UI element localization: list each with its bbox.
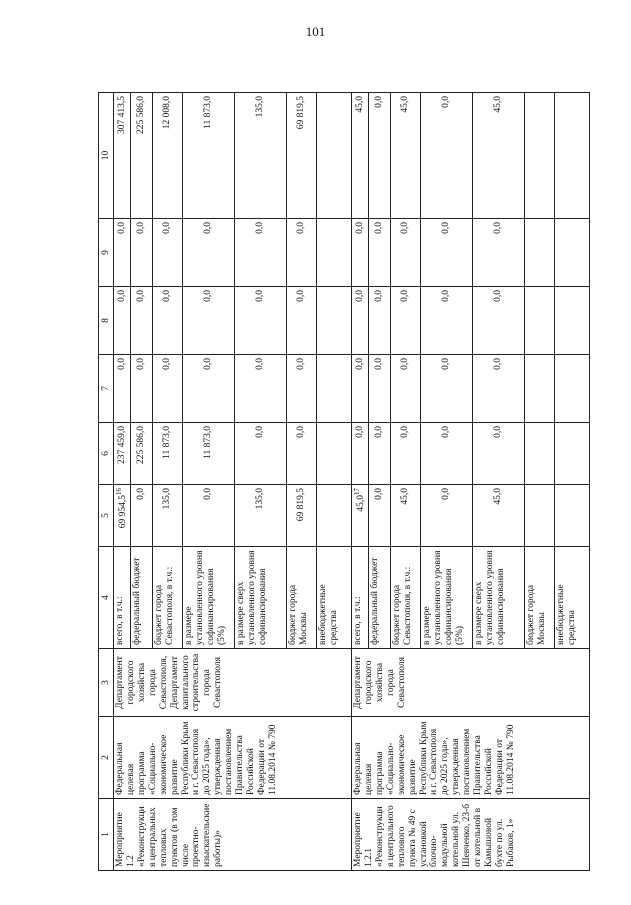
value-text: 0,0: [441, 488, 452, 500]
value-text: 0,0: [255, 426, 266, 438]
value-text: 0,0: [400, 426, 411, 438]
value-cell-c8: [352, 287, 369, 355]
value-cell-c8: [287, 287, 317, 355]
value-cell-c6: [473, 423, 525, 485]
value-cell-c8: [114, 287, 131, 355]
value-cell-c6: [131, 423, 153, 485]
value-cell-c7: [131, 355, 153, 423]
value-cell-c8: [131, 287, 153, 355]
value-cell-c8: [421, 287, 473, 355]
value-cell-c7: [153, 355, 183, 423]
header-cell-1: 1: [99, 799, 114, 871]
value-text: 0,0: [203, 222, 214, 234]
value-cell-c8: [473, 287, 525, 355]
value-cell-c9: [369, 219, 391, 287]
value-text: 307 413,5: [116, 96, 127, 134]
value-cell-c5: [183, 485, 235, 547]
value-cell-c9: [391, 219, 421, 287]
value-text: 69 819,5: [296, 96, 307, 130]
header-cell-7: 7: [99, 355, 114, 423]
value-text: 69 819,5: [296, 488, 307, 522]
value-text: 0,0: [136, 358, 147, 370]
value-cell-c7: [391, 355, 421, 423]
value-cell-c9: [352, 219, 369, 287]
value-cell-c10: [114, 93, 131, 219]
value-cell-c7: [555, 355, 590, 423]
value-cell-c10: [235, 93, 287, 219]
value-text: 0,0: [441, 426, 452, 438]
funding-source-cell: федеральный бюджет: [369, 547, 391, 649]
value-text: 0,0: [255, 290, 266, 302]
funding-source-cell: федеральный бюджет: [131, 547, 153, 649]
value-text: 69 954,5: [118, 495, 129, 529]
value-cell-c6: [555, 423, 590, 485]
funding-source-cell: бюджет города Севастополя, в т.ч.:: [153, 547, 183, 649]
value-cell-c10: [555, 93, 590, 219]
value-cell-c10: [317, 93, 352, 219]
funding-source-cell: в размере установленного уровня софинансирования (5%): [183, 547, 235, 649]
value-cell-c9: [235, 219, 287, 287]
value-cell-c10: [352, 93, 369, 219]
value-cell-c10: [153, 93, 183, 219]
value-cell-c10: [473, 93, 525, 219]
value-text: 0,0: [296, 358, 307, 370]
value-cell-c9: [114, 219, 131, 287]
funding-source-cell: бюджет города Севастополя, в т.ч.:: [391, 547, 421, 649]
value-cell-c10: [391, 93, 421, 219]
value-text: 0,0: [400, 290, 411, 302]
value-text: 45,0: [493, 488, 504, 505]
value-text: 0,0: [493, 426, 504, 438]
header-cell-9: 9: [99, 219, 114, 287]
value-text: 0,0: [374, 96, 385, 108]
block-col3-cell: Департамент городского хозяйства города Севастополя, Департамент капитального строительства города Севастополя: [114, 649, 352, 717]
value-text: 0,0: [116, 222, 127, 234]
value-cell-c5: [421, 485, 473, 547]
value-cell-c5: [555, 485, 590, 547]
value-cell-c5: [391, 485, 421, 547]
value-text: 11 873,0: [203, 96, 214, 129]
value-cell-c6: [317, 423, 352, 485]
header-cell-5: 5: [99, 485, 114, 547]
value-cell-c8: [525, 287, 555, 355]
value-cell-c7: [287, 355, 317, 423]
value-text: 0,0: [441, 222, 452, 234]
value-cell-c5: [114, 485, 131, 547]
value-text: 0,0: [203, 290, 214, 302]
header-cell-4: 4: [99, 547, 114, 649]
value-cell-c6: [183, 423, 235, 485]
table-row: [352, 93, 369, 871]
funding-source-cell: внебюджетные средства: [317, 547, 352, 649]
value-text: 45,0: [354, 96, 365, 113]
value-text: 11 873,0: [162, 426, 173, 459]
value-cell-c7: [473, 355, 525, 423]
value-text: 0,0: [441, 290, 452, 302]
funding-source-cell: в размере сверх установленного уровня софинансирования: [235, 547, 287, 649]
funding-source-cell: бюджет города Москвы: [525, 547, 555, 649]
value-text: 12 008,0: [162, 96, 173, 130]
value-cell-c5: [235, 485, 287, 547]
value-cell-c5: [131, 485, 153, 547]
value-text: 0,0: [296, 426, 307, 438]
footnote-marker: 17: [353, 488, 361, 495]
value-text: 0,0: [203, 358, 214, 370]
value-text: 0,0: [116, 290, 127, 302]
value-text: 0,0: [162, 358, 173, 370]
value-cell-c8: [235, 287, 287, 355]
value-text: 0,0: [374, 488, 385, 500]
page-number: 101: [305, 24, 326, 39]
value-text: 0,0: [400, 222, 411, 234]
value-text: 0,0: [296, 290, 307, 302]
value-text: 135,0: [162, 488, 173, 510]
value-cell-c6: [352, 423, 369, 485]
block-col3-cell: Департамент городского хозяйства города Севастополя: [352, 649, 590, 717]
value-text: 0,0: [354, 290, 365, 302]
value-text: 0,0: [354, 426, 365, 438]
value-cell-c9: [153, 219, 183, 287]
value-text: 0,0: [374, 358, 385, 370]
block-col1-cell: Мероприятие 1.2.1 «Реконструкция центрального теплового пункта № 49 с установкой блочно-модульной котельной ул. Шевченко, 23-б от котельной в Камышовой бухте по ул. Рыбаков, 1»: [352, 799, 590, 871]
value-cell-c7: [235, 355, 287, 423]
value-cell-c10: [131, 93, 153, 219]
value-cell-c10: [287, 93, 317, 219]
value-cell-c9: [317, 219, 352, 287]
header-cell-2: 2: [99, 717, 114, 799]
value-cell-c6: [525, 423, 555, 485]
header-cell-10: 10: [99, 93, 114, 219]
value-text: 0,0: [374, 222, 385, 234]
value-cell-c7: [183, 355, 235, 423]
table-row: [114, 93, 131, 871]
value-cell-c10: [369, 93, 391, 219]
value-text: 0,0: [136, 222, 147, 234]
value-cell-c7: [525, 355, 555, 423]
value-cell-c8: [183, 287, 235, 355]
value-text: 0,0: [162, 222, 173, 234]
value-cell-c7: [352, 355, 369, 423]
value-cell-c6: [153, 423, 183, 485]
value-text: 0,0: [354, 358, 365, 370]
value-cell-c10: [183, 93, 235, 219]
value-text: 0,0: [493, 222, 504, 234]
value-text: 0,0: [136, 488, 147, 500]
rotated-table-container: [98, 93, 590, 871]
header-cell-6: 6: [99, 423, 114, 485]
value-text: 0,0: [203, 488, 214, 500]
value-cell-c9: [421, 219, 473, 287]
value-text: 45,0: [493, 96, 504, 113]
value-cell-c5: [287, 485, 317, 547]
funding-source-cell: в размере установленного уровня софинансирования (5%): [421, 547, 473, 649]
value-cell-c5: [369, 485, 391, 547]
funding-source-cell: всего, в т.ч.:: [352, 547, 369, 649]
value-cell-c5: [153, 485, 183, 547]
value-cell-c6: [235, 423, 287, 485]
table-body: [99, 93, 590, 871]
value-text: 0,0: [374, 290, 385, 302]
value-cell-c7: [317, 355, 352, 423]
value-text: 0,0: [136, 290, 147, 302]
value-text: 45,0: [356, 495, 367, 512]
funding-source-cell: внебюджетные средства: [555, 547, 590, 649]
value-cell-c5: [352, 485, 369, 547]
value-text: 0,0: [255, 358, 266, 370]
value-text: 0,0: [493, 358, 504, 370]
value-cell-c6: [114, 423, 131, 485]
value-cell-c8: [391, 287, 421, 355]
funding-source-cell: в размере сверх установленного уровня софинансирования: [473, 547, 525, 649]
footnote-marker: 16: [115, 488, 123, 495]
value-text: 0,0: [400, 358, 411, 370]
header-cell-8: 8: [99, 287, 114, 355]
value-cell-c6: [421, 423, 473, 485]
value-cell-c5: [317, 485, 352, 547]
value-text: 225 586,0: [136, 426, 147, 464]
value-cell-c6: [391, 423, 421, 485]
value-cell-c5: [473, 485, 525, 547]
block-col2-cell: Федеральная целевая программа «Социально-экономическое развитие Республики Крым и г. Севастополя до 2025 года», утвержденная постановлением Правительства Российской Федерации от 11.08.2014 № 790: [352, 717, 590, 799]
value-text: 0,0: [255, 222, 266, 234]
value-cell-c7: [369, 355, 391, 423]
value-text: 135,0: [255, 96, 266, 118]
value-text: 0,0: [374, 426, 385, 438]
value-text: 11 873,0: [203, 426, 214, 459]
value-text: 0,0: [441, 358, 452, 370]
value-text: 0,0: [493, 290, 504, 302]
value-cell-c7: [421, 355, 473, 423]
value-text: 237 459,0: [116, 426, 127, 464]
value-cell-c5: [525, 485, 555, 547]
value-cell-c9: [131, 219, 153, 287]
value-text: 0,0: [441, 96, 452, 108]
funding-source-cell: всего, в т.ч.:: [114, 547, 131, 649]
value-cell-c10: [421, 93, 473, 219]
value-cell-c6: [287, 423, 317, 485]
value-text: 0,0: [354, 222, 365, 234]
value-cell-c9: [555, 219, 590, 287]
header-cell-3: 3: [99, 649, 114, 717]
value-cell-c9: [525, 219, 555, 287]
value-cell-c10: [525, 93, 555, 219]
header-row: [99, 93, 114, 871]
value-cell-c9: [287, 219, 317, 287]
value-text: 0,0: [162, 290, 173, 302]
value-cell-c8: [555, 287, 590, 355]
value-cell-c9: [183, 219, 235, 287]
value-cell-c8: [317, 287, 352, 355]
value-cell-c8: [153, 287, 183, 355]
value-cell-c9: [473, 219, 525, 287]
value-text: 0,0: [116, 358, 127, 370]
value-cell-c7: [114, 355, 131, 423]
value-text: 45,0: [400, 96, 411, 113]
value-cell-c8: [369, 287, 391, 355]
funding-source-cell: бюджет города Москвы: [287, 547, 317, 649]
value-text: 0,0: [296, 222, 307, 234]
block-col1-cell: Мероприятие 1.2 «Реконструкция центральных тепловых пунктов (в том числе проектно-изыскательские работы)»: [114, 799, 352, 871]
block-col2-cell: Федеральная целевая программа «Социально-экономическое развитие Республики Крым и г. Севастополя до 2025 года», утвержденная постановлением Правительства Российской Федерации от 11.08.2014 № 790: [114, 717, 352, 799]
value-text: 135,0: [255, 488, 266, 510]
budget-table: [98, 92, 590, 871]
value-text: 45,0: [400, 488, 411, 505]
value-text: 225 586,0: [136, 96, 147, 134]
value-cell-c6: [369, 423, 391, 485]
